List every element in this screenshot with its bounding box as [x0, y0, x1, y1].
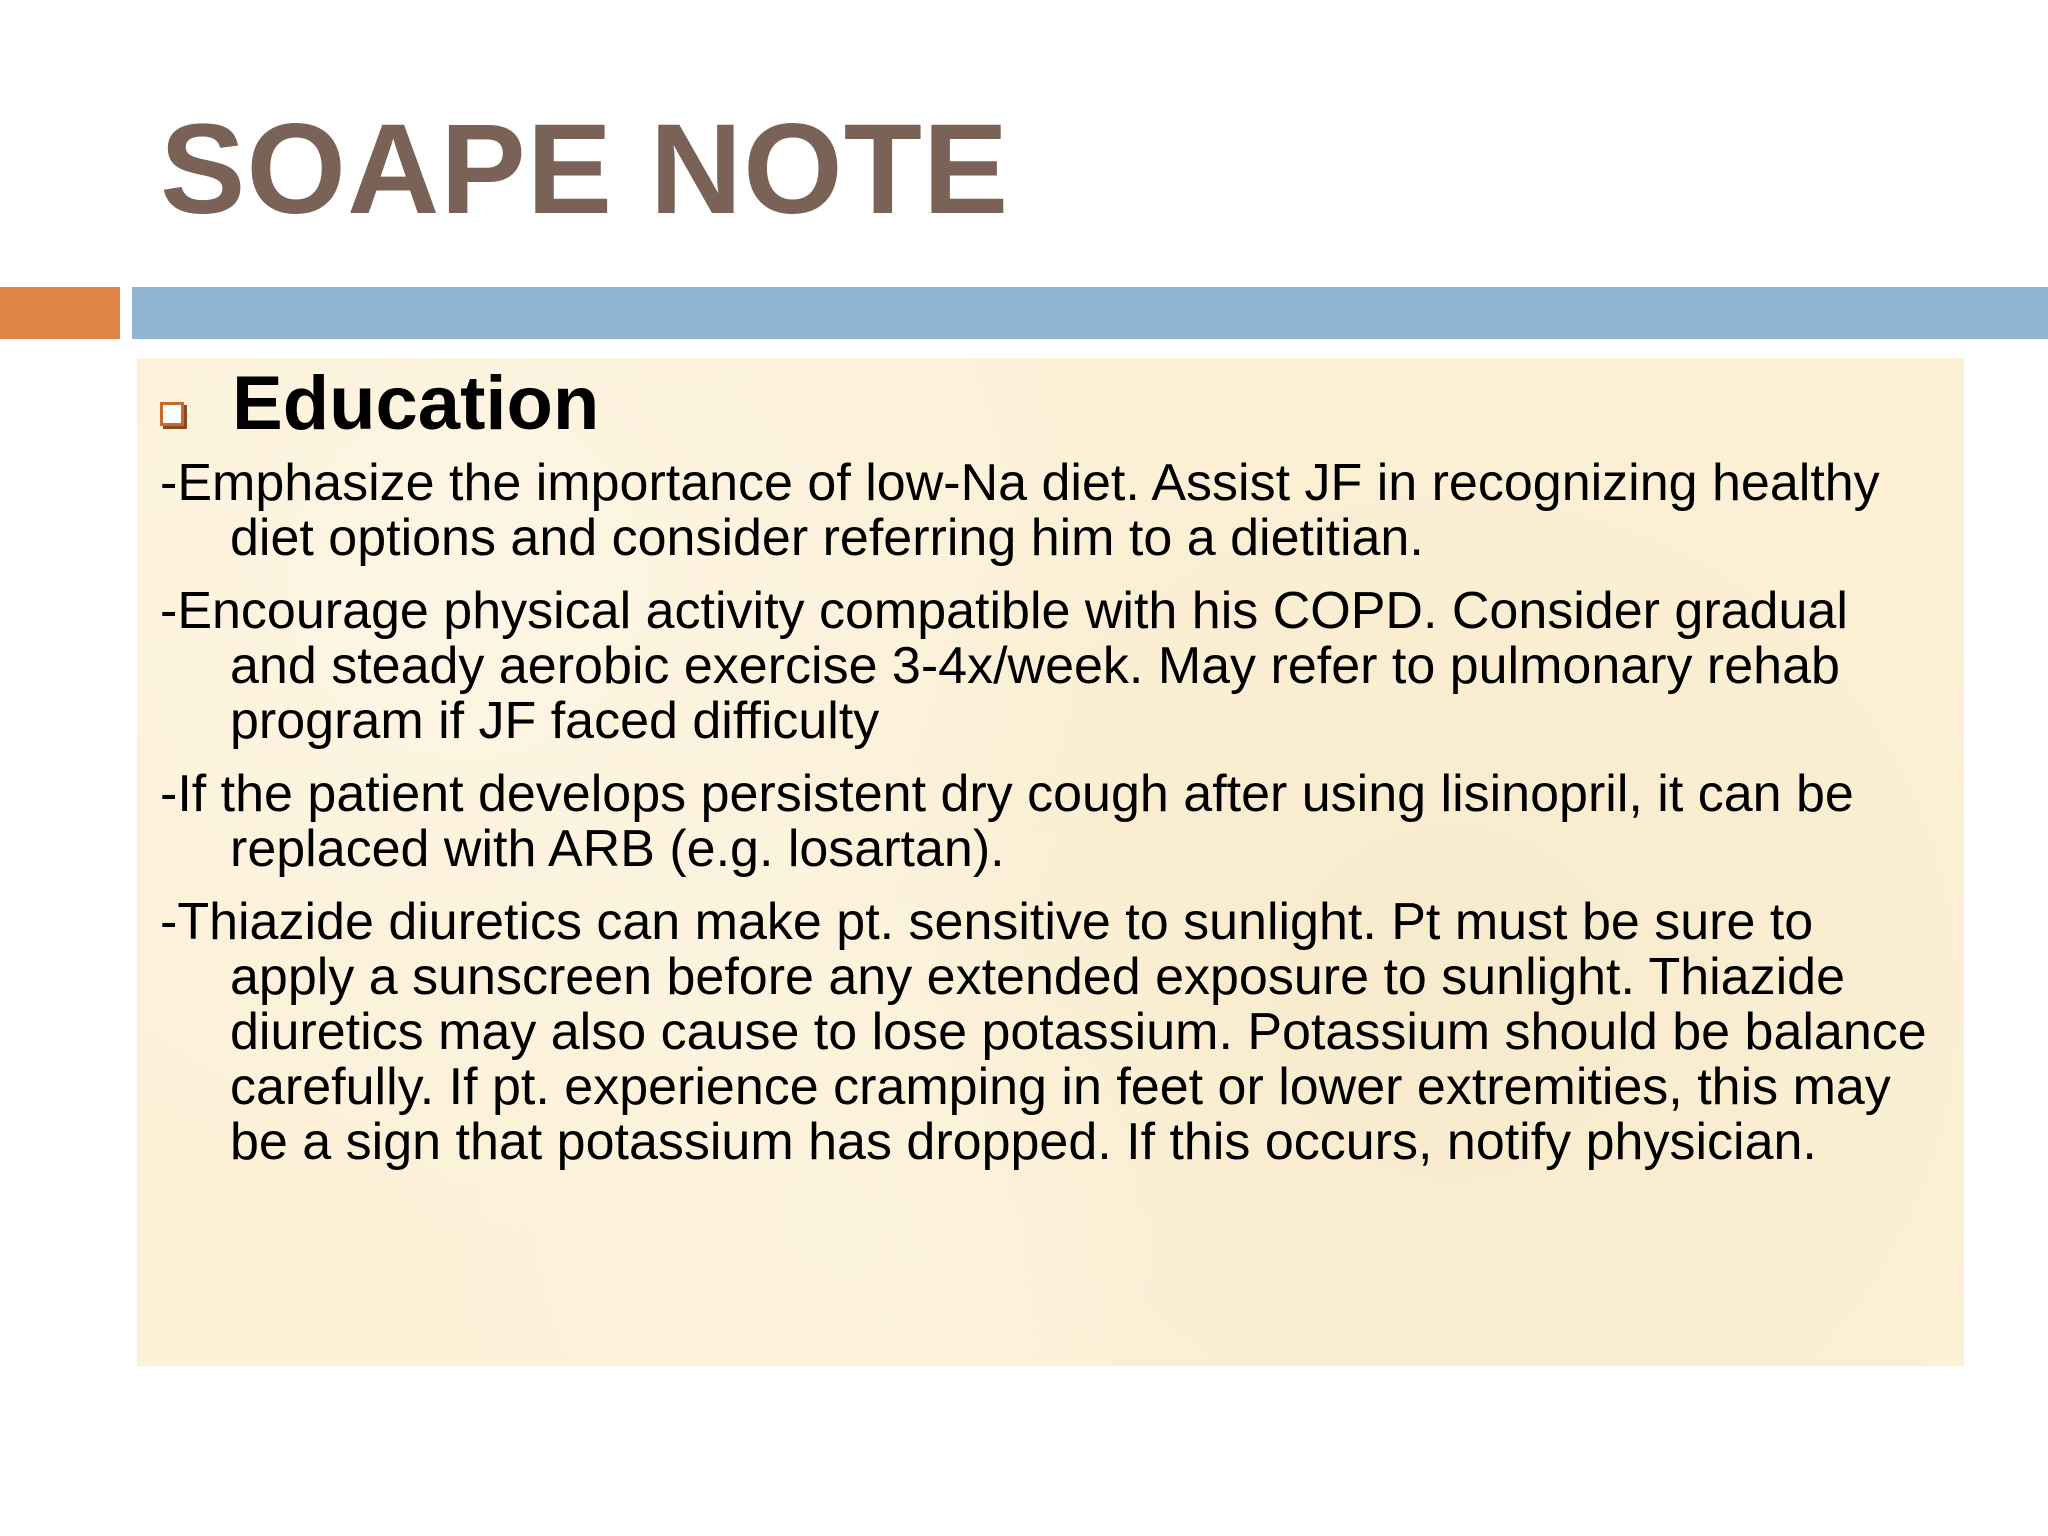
section-heading — [160, 358, 599, 450]
section-heading-text: Education — [232, 361, 600, 447]
accent-bar-orange — [0, 287, 120, 339]
hollow-square-bullet-icon — [160, 402, 184, 426]
education-bullet-list — [160, 456, 1940, 1188]
accent-bar-blue — [132, 287, 2048, 339]
education-bullet-activity: -Encourage physical activity compatible with his COPD. Consider gradual and steady aerobic exercise 3-4x/week. May refer to pulmonary rehab program if JF faced difficulty — [160, 582, 1848, 750]
education-bullet-thiazide: -Thiazide diuretics can make pt. sensitive to sunlight. Pt must be sure to apply a sunscreen before any extended exposure to sunlight. Thiazide diuretics may also cause to lose potassium. Potassium should be balance carefully. If pt. experience cramping in feet or lower extremities, this may be a sign that potassium has dropped. If this occurs, notify physician. — [160, 893, 1927, 1171]
slide-title: SOAPE NOTE — [160, 98, 1010, 241]
education-bullet-diet: -Emphasize the importance of low-Na diet. Assist JF in recognizing healthy diet options and consider referring him to a dietitian. — [160, 454, 1880, 567]
education-bullet-cough: -If the patient develops persistent dry cough after using lisinopril, it can be replaced with ARB (e.g. losartan). — [160, 765, 1854, 878]
